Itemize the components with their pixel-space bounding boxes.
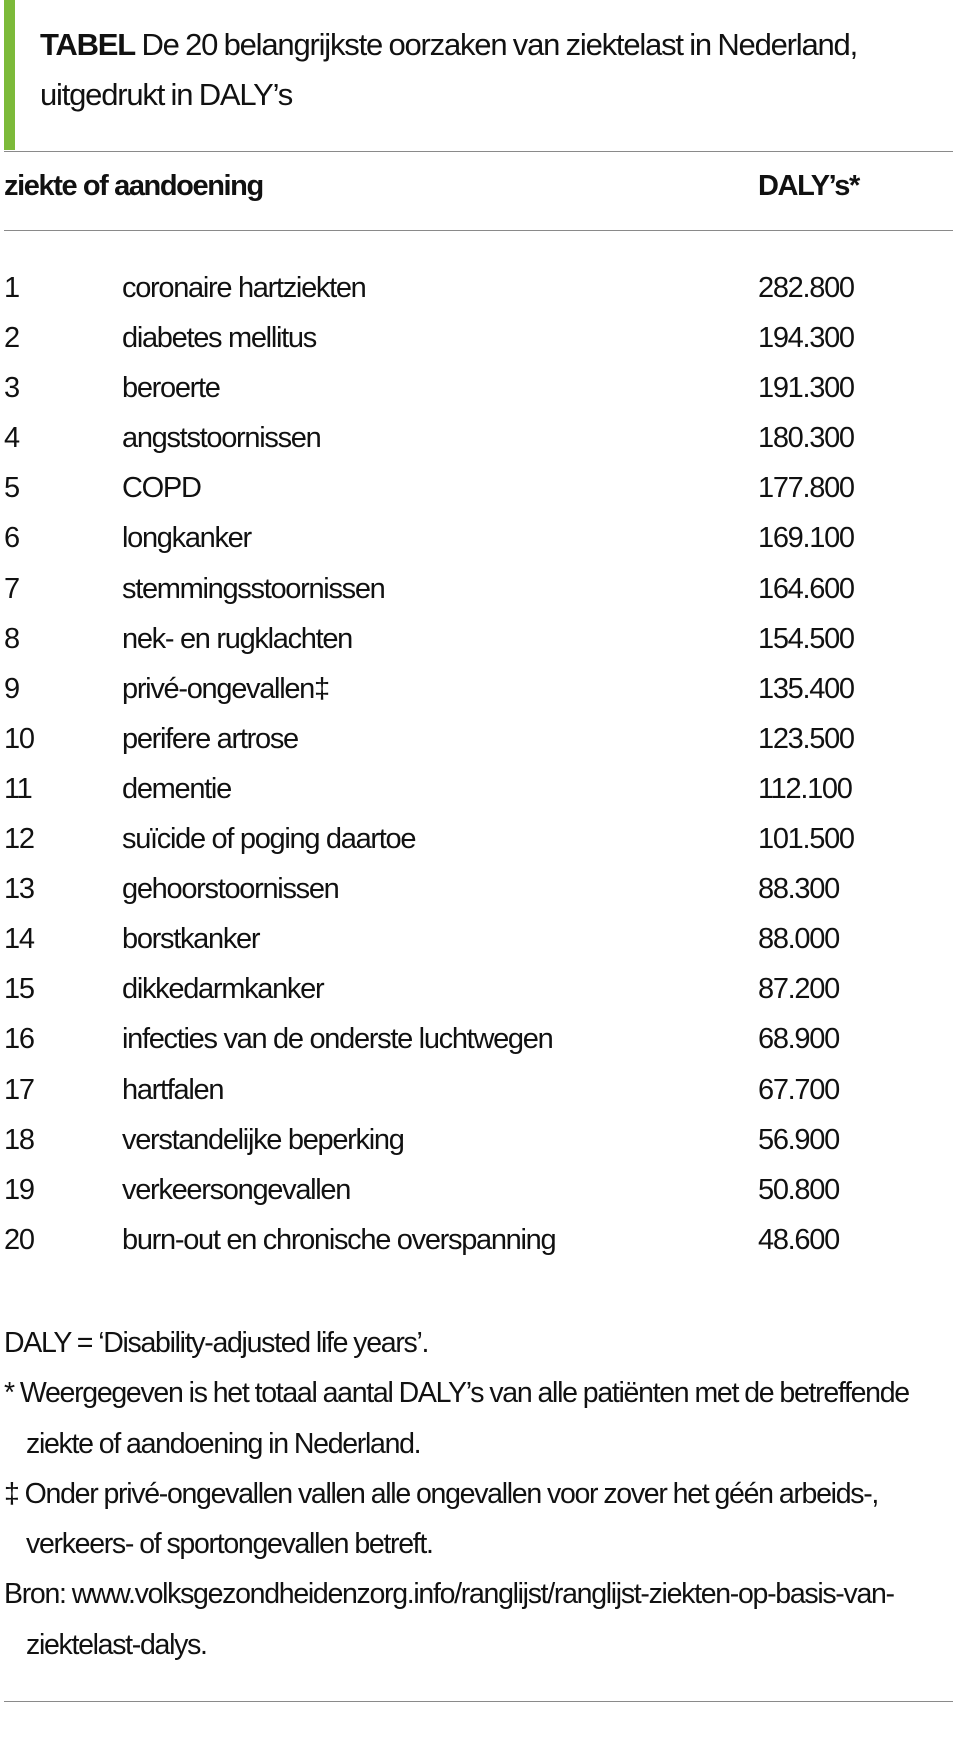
column-header-disease: ziekte of aandoening — [4, 170, 263, 202]
rank-cell: 14 — [4, 923, 34, 956]
rank-cell: 19 — [4, 1173, 34, 1206]
table-body — [0, 268, 958, 1270]
rank-cell: 18 — [4, 1123, 34, 1156]
disease-name-cell: verkeersongevallen — [122, 1173, 351, 1206]
daly-value-cell: 154.500 — [758, 622, 854, 655]
footnote-daly-definition: DALY = ‘Disability-adjusted life years’. — [4, 1327, 429, 1359]
disease-name-cell: diabetes mellitus — [122, 322, 316, 355]
daly-value-cell: 87.200 — [758, 973, 839, 1006]
table-row — [0, 468, 958, 518]
table-row — [0, 919, 958, 969]
disease-name-cell: hartfalen — [122, 1073, 224, 1106]
daly-value-cell: 177.800 — [758, 472, 854, 505]
rank-cell: 4 — [4, 422, 19, 455]
table-row — [0, 1220, 958, 1270]
rank-cell: 6 — [4, 522, 19, 555]
daly-value-cell: 48.600 — [758, 1223, 839, 1256]
rank-cell: 16 — [4, 1023, 34, 1056]
disease-name-cell: perifere artrose — [122, 722, 298, 755]
rank-cell: 17 — [4, 1073, 34, 1106]
rank-cell: 8 — [4, 622, 19, 655]
daly-value-cell: 164.600 — [758, 572, 854, 605]
daly-value-cell: 88.300 — [758, 873, 839, 906]
disease-name-cell: dementie — [122, 772, 231, 805]
daly-value-cell: 56.900 — [758, 1123, 839, 1156]
table-row — [0, 569, 958, 619]
table-row — [0, 518, 958, 568]
disease-name-cell: gehoorstoornissen — [122, 873, 339, 906]
daly-value-cell: 67.700 — [758, 1073, 839, 1106]
footnote-source: Bron: www.volksgezondheidenzorg.info/ranglijst/ranglijst-ziekten-op-basis-van-ziektelast-dalys. — [4, 1578, 894, 1661]
daly-value-cell: 282.800 — [758, 272, 854, 304]
table-title — [40, 20, 940, 120]
table-row — [0, 869, 958, 919]
daly-value-cell: 191.300 — [758, 372, 854, 405]
rank-cell: 13 — [4, 873, 34, 906]
divider-top — [4, 151, 953, 152]
divider-bottom — [4, 1701, 953, 1702]
table-row — [0, 669, 958, 719]
divider-header — [4, 230, 953, 231]
disease-name-cell: stemmingsstoornissen — [122, 572, 385, 605]
disease-name-cell: privé-ongevallen‡ — [122, 672, 329, 705]
disease-name-cell: suïcide of poging daartoe — [122, 823, 416, 856]
daly-value-cell: 112.100 — [758, 772, 852, 805]
accent-bar — [4, 0, 15, 150]
daly-value-cell: 50.800 — [758, 1173, 839, 1206]
rank-cell: 12 — [4, 823, 34, 856]
table-row — [0, 769, 958, 819]
table-row — [0, 1070, 958, 1120]
disease-name-cell: angststoornissen — [122, 422, 321, 455]
table-row — [0, 1170, 958, 1220]
rank-cell: 15 — [4, 973, 34, 1006]
rank-cell: 5 — [4, 472, 19, 505]
title-label: TABEL — [40, 27, 136, 62]
title-text: De 20 belangrijkste oorzaken van ziektelast in Nederland, uitgedrukt in DALY’s — [40, 27, 858, 112]
table-row — [0, 819, 958, 869]
table-header — [0, 170, 958, 210]
table-row — [0, 268, 958, 318]
table-row — [0, 318, 958, 368]
disease-name-cell: verstandelijke beperking — [122, 1123, 404, 1156]
daly-value-cell: 180.300 — [758, 422, 854, 455]
daly-value-cell: 101.500 — [758, 823, 854, 856]
disease-name-cell: COPD — [122, 472, 201, 505]
rank-cell: 11 — [4, 772, 32, 805]
daly-value-cell: 135.400 — [758, 672, 854, 705]
table-row — [0, 619, 958, 669]
table-row — [0, 1120, 958, 1170]
daly-value-cell: 88.000 — [758, 923, 839, 956]
rank-cell: 10 — [4, 722, 34, 755]
rank-cell: 1 — [4, 272, 19, 304]
table-row — [0, 368, 958, 418]
table-row — [0, 418, 958, 468]
footnotes — [4, 1318, 954, 1670]
disease-name-cell: beroerte — [122, 372, 220, 405]
daly-value-cell: 194.300 — [758, 322, 854, 355]
column-header-daly: DALY’s* — [758, 170, 859, 202]
table-row — [0, 969, 958, 1019]
daly-value-cell: 123.500 — [758, 722, 854, 755]
disease-name-cell: borstkanker — [122, 923, 260, 956]
daly-value-cell: 169.100 — [758, 522, 854, 555]
disease-name-cell: longkanker — [122, 522, 251, 555]
rank-cell: 9 — [4, 672, 19, 705]
rank-cell: 7 — [4, 572, 19, 605]
disease-name-cell: nek- en rugklachten — [122, 622, 353, 655]
footnote-double-dagger: ‡ Onder privé-ongevallen vallen alle ongevallen voor zover het géén arbeids-, verkeers- of sportongevallen betreft. — [4, 1477, 879, 1561]
rank-cell: 2 — [4, 322, 19, 355]
table-row — [0, 1019, 958, 1069]
daly-value-cell: 68.900 — [758, 1023, 839, 1056]
table-row — [0, 719, 958, 769]
disease-name-cell: infecties van de onderste luchtwegen — [122, 1023, 553, 1056]
disease-name-cell: burn-out en chronische overspanning — [122, 1223, 556, 1256]
disease-name-cell: dikkedarmkanker — [122, 973, 324, 1006]
rank-cell: 3 — [4, 372, 19, 405]
footnote-asterisk: * Weergegeven is het totaal aantal DALY’s van alle patiënten met de betreffende ziekte of aandoening in Nederland. — [4, 1377, 909, 1460]
disease-name-cell: coronaire hartziekten — [122, 272, 366, 304]
rank-cell: 20 — [4, 1223, 34, 1256]
